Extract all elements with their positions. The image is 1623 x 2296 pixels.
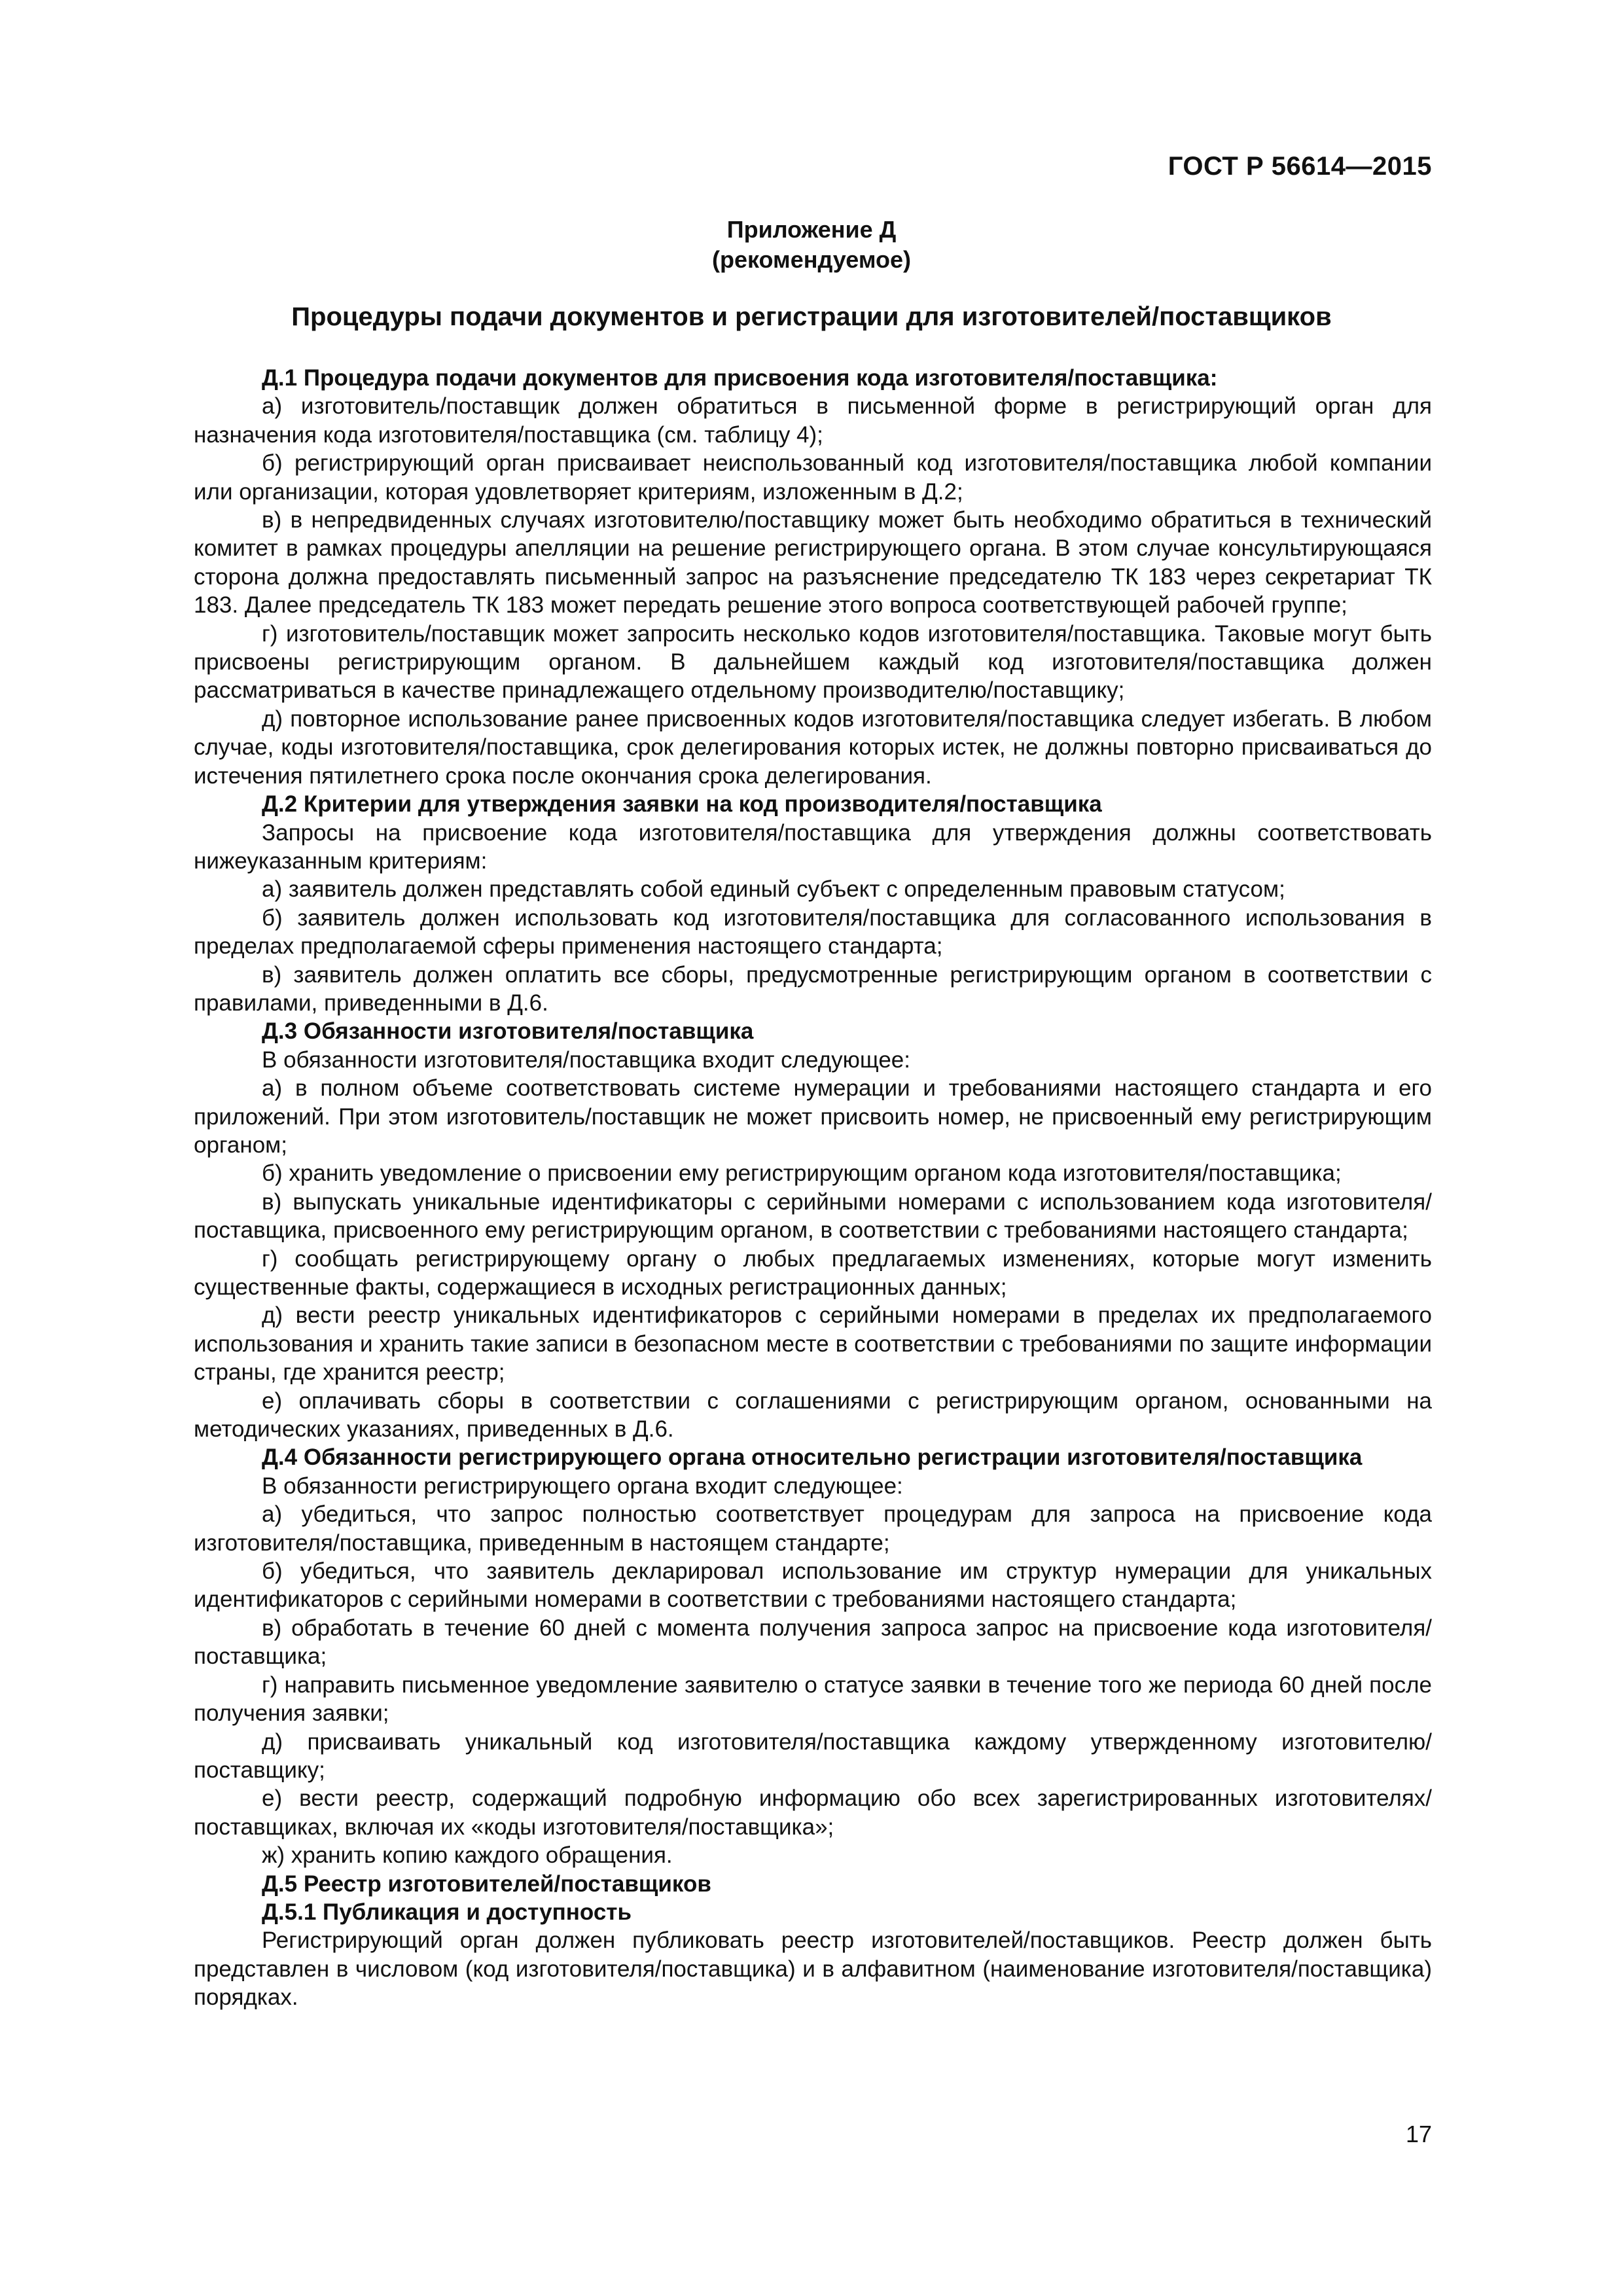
paragraph: б) заявитель должен использовать код изготовителя/поставщика для согласованного использования в пределах предполагаемой сферы применения настоящего стандарта; <box>194 905 1432 960</box>
page-number: 17 <box>1405 2121 1432 2147</box>
paragraph: е) вести реестр, содержащий подробную информацию обо всех зарегистрированных изготовителях/поставщиках, включая их «коды изготовителя/поставщика»; <box>194 1785 1432 1840</box>
paragraph: В обязанности регистрирующего органа входит следующее: <box>262 1473 903 1499</box>
paragraph: в) заявитель должен оплатить все сборы, предусмотренные регистрирующим органом в соответствии с правилами, приведенными в Д.6. <box>194 961 1432 1016</box>
paragraph: а) заявитель должен представлять собой единый субъект с определенным правовым статусом; <box>262 876 1285 903</box>
paragraph: г) сообщать регистрирующему органу о любых предлагаемых изменениях, которые могут изменить существенные факты, содержащиеся в исходных регистрационных данных; <box>194 1246 1432 1300</box>
clause-heading: Д.5 Реестр изготовителей/поставщиков <box>262 1871 711 1897</box>
paragraph: в) обработать в течение 60 дней с момента получения запроса запрос на присвоение кода изготовителя/поставщика; <box>194 1615 1432 1670</box>
paragraph: б) регистрирующий орган присваивает неиспользованный код изготовителя/поставщика любой компании или организации, которая удовлетворяет критериям, изложенным в Д.2; <box>194 450 1432 505</box>
clause-heading: Д.1 Процедура подачи документов для присвоения кода изготовителя/поставщика: <box>262 365 1218 391</box>
paragraph: г) направить письменное уведомление заявителю о статусе заявки в течение того же периода 60 дней после получения заявки; <box>194 1672 1432 1727</box>
annex-title: Приложение Д <box>726 216 897 243</box>
paragraph: д) присваивать уникальный код изготовителя/поставщика каждому утвержденному изготовителю/поставщику; <box>194 1729 1432 1783</box>
paragraph: а) в полном объеме соответствовать системе нумерации и требованиями настоящего стандарта и его приложений. При этом изготовитель/поставщик не может присвоить номер, не присвоенный ему регистрирующим органом; <box>194 1075 1432 1158</box>
paragraph: В обязанности изготовителя/поставщика входит следующее: <box>262 1047 910 1073</box>
paragraph: е) оплачивать сборы в соответствии с соглашениями с регистрирующим органом, основанными на методических указаниях, приведенных в Д.6. <box>194 1388 1432 1443</box>
paragraph: г) изготовитель/поставщик может запросить несколько кодов изготовителя/поставщика. Таковые могут быть присвоены регистрирующим органом. В дальнейшем каждый код изготовителя/поставщика должен рассматриваться в качестве принадлежащего отдельному производителю/поставщику; <box>194 620 1432 704</box>
body-text <box>194 364 1432 2012</box>
clause-heading: Д.4 Обязанности регистрирующего органа относительно регистрации изготовителя/поставщика <box>262 1444 1363 1471</box>
clause-heading: Д.3 Обязанности изготовителя/поставщика <box>262 1018 754 1045</box>
paragraph: б) хранить уведомление о присвоении ему регистрирующим органом кода изготовителя/поставщика; <box>262 1160 1342 1187</box>
section-title: Процедуры подачи документов и регистрации для изготовителей/поставщиков <box>291 302 1332 331</box>
paragraph: а) изготовитель/поставщик должен обратиться в письменной форме в регистрирующий орган для назначения кода изготовителя/поставщика (см. таблицу 4); <box>194 393 1432 448</box>
paragraph: ж) хранить копию каждого обращения. <box>262 1842 673 1869</box>
paragraph: а) убедиться, что запрос полностью соответствует процедурам для запроса на присвоение кода изготовителя/поставщика, приведенным в настоящем стандарте; <box>194 1501 1432 1556</box>
paragraph: в) в непредвиденных случаях изготовителю/поставщику может быть необходимо обратиться в технический комитет в рамках процедуры апелляции на решение регистрирующего органа. В этом случае консультирующаяся сторона должна предоставлять письменный запрос на разъяснение председателю ТК 183 через секретариат ТК 183. Далее председатель ТК 183 может передать решение этого вопроса соответствующей рабочей группе; <box>194 507 1432 619</box>
paragraph: Запросы на присвоение кода изготовителя/поставщика для утверждения должны соответствовать нижеуказанным критериям: <box>194 819 1432 874</box>
paragraph: Регистрирующий орган должен публиковать реестр изготовителей/поставщиков. Реестр должен быть представлен в числовом (код изготовителя/поставщика) и в алфавитном (наименование изготовителя/поставщика) порядках. <box>194 1928 1432 2011</box>
paragraph: д) вести реестр уникальных идентификаторов с серийными номерами в пределах их предполагаемого использования и хранить такие записи в безопасном месте в соответствии с требованиями по защите информации страны, где хранится реестр; <box>194 1302 1432 1386</box>
paragraph: д) повторное использование ранее присвоенных кодов изготовителя/поставщика следует избегать. В любом случае, коды изготовителя/поставщика, срок делегирования которых истек, не должны повторно присваиваться до истечения пятилетнего срока после окончания срока делегирования. <box>194 706 1432 789</box>
paragraph: б) убедиться, что заявитель декларировал использование им структур нумерации для уникальных идентификаторов с серийными номерами в соответствии с требованиями настоящего стандарта; <box>194 1558 1432 1613</box>
standard-id-header: ГОСТ Р 56614—2015 <box>1168 152 1432 181</box>
annex-status: (рекомендуемое) <box>712 246 911 273</box>
clause-heading: Д.5.1 Публикация и доступность <box>262 1899 632 1925</box>
paragraph: в) выпускать уникальные идентификаторы с серийными номерами с использованием кода изготовителя/поставщика, присвоенного ему регистрирующим органом, в соответствии с требованиями настоящего стандарта; <box>194 1189 1432 1244</box>
clause-heading: Д.2 Критерии для утверждения заявки на код производителя/поставщика <box>262 791 1102 817</box>
